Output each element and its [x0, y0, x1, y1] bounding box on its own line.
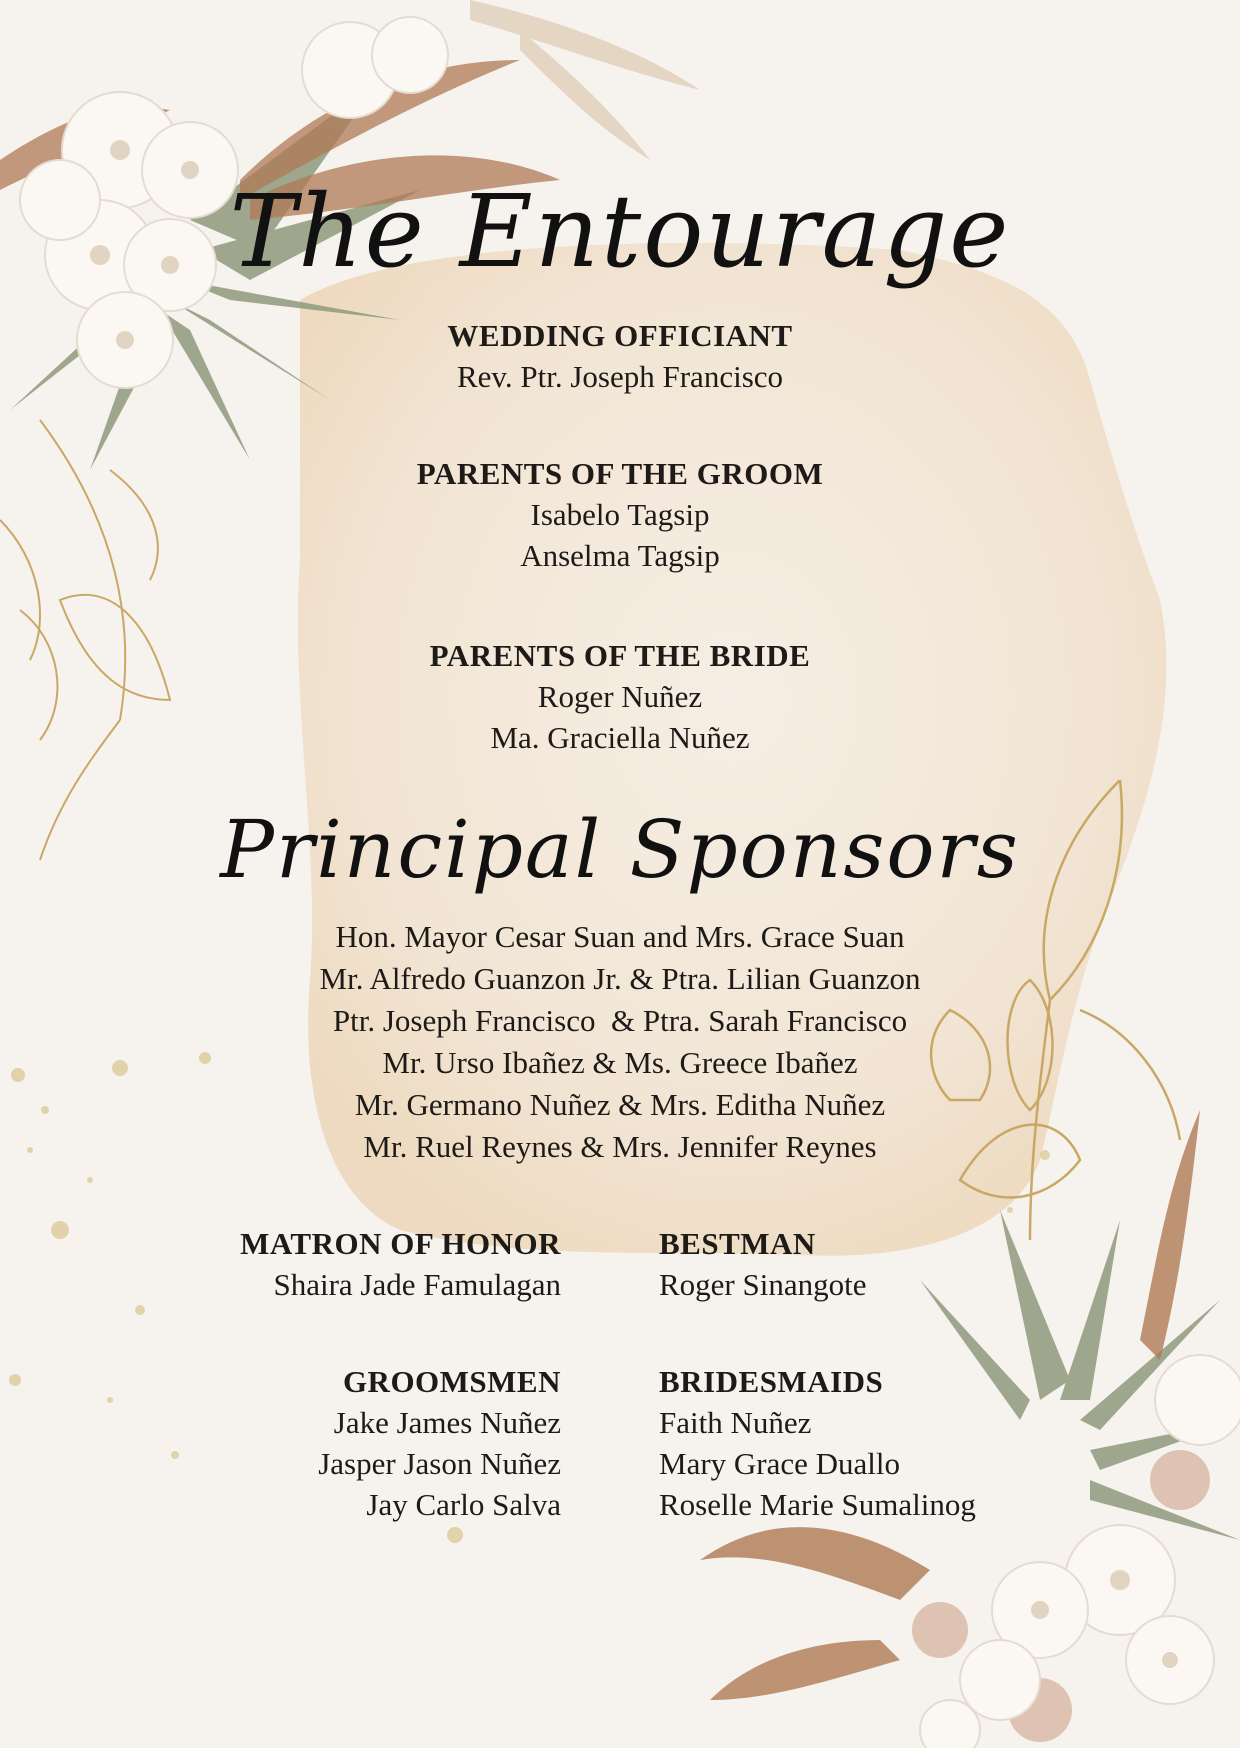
page-title: The Entourage [229, 173, 1011, 290]
section-heading: GROOMSMEN [342, 1364, 561, 1399]
bridesmaids-section [659, 1362, 1179, 1525]
person-name: Rev. Ptr. Joseph Francisco [456, 359, 784, 394]
section-heading: BESTMAN [659, 1226, 816, 1261]
section-heading: MATRON OF HONOR [240, 1226, 561, 1261]
officiant-section [0, 316, 1240, 397]
sponsors-section [0, 916, 1240, 1168]
person-name: Jasper Jason Nuñez [318, 1446, 561, 1481]
sponsor-couple: Mr. Urso Ibañez & Ms. Greece Ibañez [382, 1045, 858, 1080]
sponsor-couple: Mr. Germano Nuñez & Mrs. Editha Nuñez [354, 1087, 886, 1122]
matron-section [41, 1224, 561, 1305]
section-heading: PARENTS OF THE BRIDE [429, 638, 811, 673]
person-name: Isabelo Tagsip [530, 497, 710, 532]
person-name: Roger Nuñez [537, 679, 703, 714]
person-name: Roger Sinangote [659, 1267, 867, 1302]
person-name: Anselma Tagsip [520, 538, 720, 573]
sponsor-couple: Mr. Ruel Reynes & Mrs. Jennifer Reynes [363, 1129, 877, 1164]
section-heading: WEDDING OFFICIANT [447, 318, 793, 353]
bestman-section [659, 1224, 1179, 1305]
groom-parents-section [0, 454, 1240, 576]
person-name: Jay Carlo Salva [366, 1487, 561, 1522]
person-name: Ma. Graciella Nuñez [490, 720, 750, 755]
person-name: Jake James Nuñez [333, 1405, 561, 1440]
person-name: Faith Nuñez [659, 1405, 812, 1440]
sponsor-couple: Hon. Mayor Cesar Suan and Mrs. Grace Suan [335, 919, 905, 954]
sponsor-couple: Mr. Alfredo Guanzon Jr. & Ptra. Lilian Guanzon [319, 961, 921, 996]
person-name: Shaira Jade Famulagan [273, 1267, 561, 1302]
groomsmen-section [41, 1362, 561, 1525]
person-name: Mary Grace Duallo [659, 1446, 901, 1481]
section-heading: BRIDESMAIDS [659, 1364, 884, 1399]
sponsor-couple: Ptr. Joseph Francisco & Ptra. Sarah Francisco [332, 1003, 908, 1038]
section-heading: PARENTS OF THE GROOM [416, 456, 824, 491]
bride-parents-section [0, 636, 1240, 758]
person-name: Roselle Marie Sumalinog [659, 1487, 976, 1522]
sponsors-title: Principal Sponsors [220, 803, 1020, 896]
